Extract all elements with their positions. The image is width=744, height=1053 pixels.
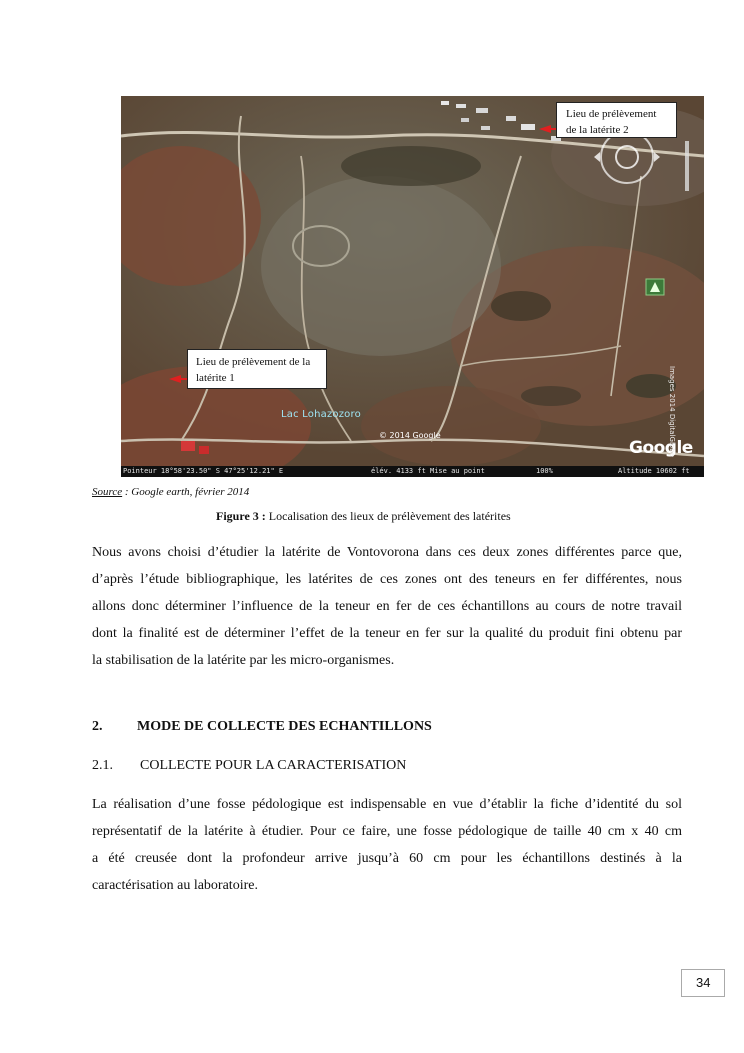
google-logo: Google <box>629 438 693 458</box>
source-label: Source <box>92 486 123 498</box>
figure-caption <box>216 509 511 524</box>
paragraph-line: représentatif de la latérite à étudier. Pour ce faire, une fosse pédologique de taille 40 cm x 40 cm <box>92 824 682 839</box>
lake-label: Lac Lohazozoro <box>281 409 361 420</box>
paragraph-line: Nous avons choisi d’étudier la latérite de Vontovorona dans ces deux zones différentes parce que, <box>92 545 682 560</box>
streaming-progress: 100% <box>536 467 553 475</box>
page-number: 34 <box>696 975 711 990</box>
paragraph-line: a été creusée dont la profondeur arrive jusqu’à 60 cm pour les échantillons destinés à la <box>92 851 682 866</box>
callout-sampling-site-1: Lieu de prélèvement de la latérite 1 <box>187 349 327 389</box>
callout-sampling-site-2: Lieu de prélèvement de la latérite 2 <box>556 102 677 138</box>
imagery-credit <box>586 366 676 406</box>
paragraph-line: La réalisation d’une fosse pédologique est indispensable en vue d’établir la fiche d’identité du sol <box>92 797 682 812</box>
paragraph-intro <box>92 539 682 674</box>
figure-source <box>92 486 249 498</box>
subsection-number: 2.1. <box>92 758 113 773</box>
caption-label: Figure 3 : <box>216 509 266 523</box>
paragraph-line: caractérisation au laboratoire. <box>92 878 258 893</box>
navigation-compass-icon[interactable] <box>587 135 667 185</box>
elevation-readout: élév. 4133 ft Mise au point <box>371 467 485 475</box>
section-title: MODE DE COLLECTE DES ECHANTILLONS <box>137 719 432 734</box>
section-number: 2. <box>92 719 103 734</box>
map-status-bar <box>121 466 704 477</box>
satellite-map-figure <box>121 96 704 477</box>
paragraph-line: la stabilisation de la latérite par les micro-organismes. <box>92 653 395 668</box>
source-text: : Google earth, février 2014 <box>122 486 250 498</box>
subsection-heading <box>92 758 406 774</box>
pointer-coordinates: Pointeur 18°58'23.50" S 47°25'12.21" E <box>123 467 284 475</box>
paragraph-line: d’après l’étude bibliographique, les latérites de ces zones ont des teneurs en fer différentes, nous <box>92 572 682 587</box>
subsection-title: COLLECTE POUR LA CARACTERISATION <box>140 758 407 773</box>
paragraph-line: dont la finalité est de déterminer l’effet de la teneur en fer sur la qualité du produit fini obtenu par <box>92 626 682 641</box>
altitude-readout: Altitude 10602 ft <box>618 467 690 475</box>
map-copyright: © 2014 Google <box>379 431 441 440</box>
paragraph-collection <box>92 791 682 899</box>
caption-text: Localisation des lieux de prélèvement des latérites <box>265 509 511 523</box>
section-heading <box>92 719 432 735</box>
paragraph-line: allons donc déterminer l’influence de la teneur en fer de ces échantillons au cours de notre travail <box>92 599 682 614</box>
